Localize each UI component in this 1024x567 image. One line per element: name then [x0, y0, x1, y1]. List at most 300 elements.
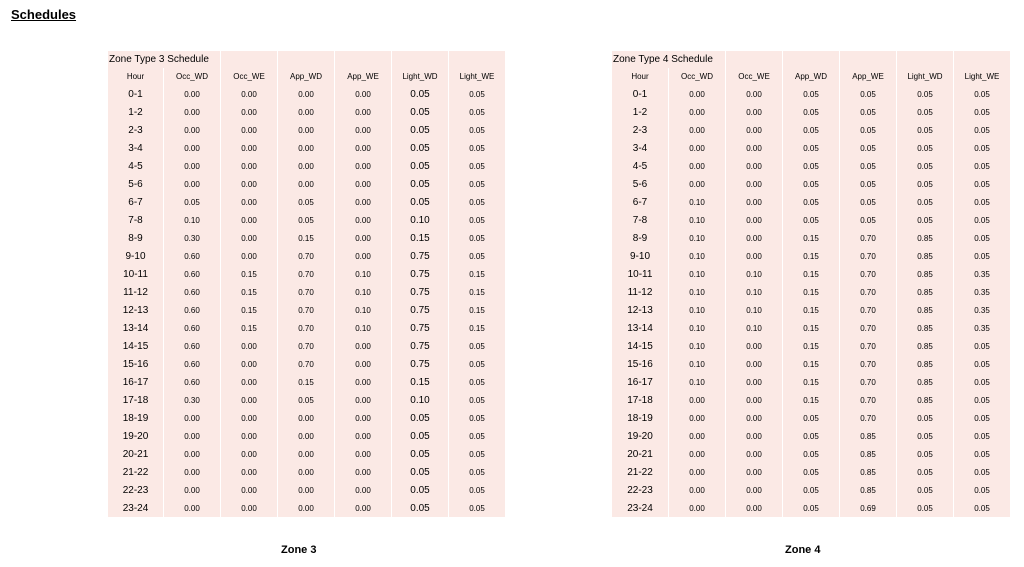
- value-cell: 0.15: [449, 319, 505, 337]
- value-cell: 0.00: [335, 157, 391, 175]
- value-cell: 0.00: [669, 481, 725, 499]
- value-cell: 0.00: [221, 409, 277, 427]
- hour-cell: 7-8: [612, 211, 668, 229]
- value-cell: 0.10: [335, 265, 391, 283]
- table-row: [108, 265, 505, 283]
- value-cell: 0.05: [164, 193, 220, 211]
- table-row: [612, 157, 1010, 175]
- value-cell: 0.05: [449, 121, 505, 139]
- value-cell: 0.05: [954, 463, 1010, 481]
- value-cell: 0.70: [840, 373, 896, 391]
- value-cell: 0.05: [954, 445, 1010, 463]
- column-header-row: [612, 68, 1010, 85]
- column-header: Occ_WE: [726, 68, 782, 85]
- value-cell: 0.85: [840, 481, 896, 499]
- value-cell: 0.00: [221, 355, 277, 373]
- value-cell: 0.60: [164, 355, 220, 373]
- value-cell: 0.05: [954, 85, 1010, 103]
- value-cell: 0.85: [897, 337, 953, 355]
- page-heading: Schedules: [11, 7, 77, 22]
- value-cell: 0.05: [392, 139, 448, 157]
- table-row: [612, 445, 1010, 463]
- value-cell: 0.05: [954, 139, 1010, 157]
- schedule-title-row: [612, 51, 1010, 68]
- value-cell: 0.05: [392, 85, 448, 103]
- value-cell: 0.70: [278, 265, 334, 283]
- value-cell: 0.75: [392, 337, 448, 355]
- value-cell: 0.05: [954, 175, 1010, 193]
- value-cell: 0.00: [164, 481, 220, 499]
- value-cell: 0.05: [449, 247, 505, 265]
- value-cell: 0.85: [897, 373, 953, 391]
- value-cell: 0.00: [726, 499, 782, 517]
- value-cell: 0.00: [726, 247, 782, 265]
- column-header: App_WE: [840, 68, 896, 85]
- value-cell: 0.10: [669, 265, 725, 283]
- value-cell: 0.00: [335, 103, 391, 121]
- value-cell: 0.00: [335, 391, 391, 409]
- value-cell: 0.00: [669, 103, 725, 121]
- value-cell: 0.05: [840, 193, 896, 211]
- title-spacer-cell: [221, 51, 277, 68]
- value-cell: 0.00: [335, 445, 391, 463]
- value-cell: 0.00: [335, 193, 391, 211]
- value-cell: 0.05: [954, 157, 1010, 175]
- hour-cell: 9-10: [108, 247, 163, 265]
- hour-cell: 23-24: [612, 499, 668, 517]
- value-cell: 0.00: [726, 463, 782, 481]
- hour-cell: 21-22: [612, 463, 668, 481]
- value-cell: 0.05: [449, 229, 505, 247]
- value-cell: 0.00: [335, 373, 391, 391]
- value-cell: 0.00: [221, 121, 277, 139]
- hour-cell: 17-18: [612, 391, 668, 409]
- table-row: [612, 283, 1010, 301]
- value-cell: 0.05: [954, 211, 1010, 229]
- table-row: [612, 265, 1010, 283]
- value-cell: 0.00: [669, 463, 725, 481]
- value-cell: 0.05: [954, 427, 1010, 445]
- value-cell: 0.00: [278, 499, 334, 517]
- value-cell: 0.60: [164, 265, 220, 283]
- value-cell: 0.70: [278, 301, 334, 319]
- value-cell: 0.30: [164, 229, 220, 247]
- value-cell: 0.00: [164, 499, 220, 517]
- value-cell: 0.00: [669, 391, 725, 409]
- value-cell: 0.00: [669, 445, 725, 463]
- table-row: [108, 247, 505, 265]
- title-spacer-cell: [392, 51, 448, 68]
- value-cell: 0.70: [840, 319, 896, 337]
- value-cell: 0.05: [897, 481, 953, 499]
- value-cell: 0.85: [840, 463, 896, 481]
- value-cell: 0.15: [392, 373, 448, 391]
- table-row: [612, 175, 1010, 193]
- value-cell: 0.00: [164, 139, 220, 157]
- table-row: [612, 193, 1010, 211]
- value-cell: 0.00: [278, 103, 334, 121]
- value-cell: 0.70: [278, 337, 334, 355]
- value-cell: 0.85: [897, 355, 953, 373]
- value-cell: 0.05: [840, 85, 896, 103]
- value-cell: 0.00: [278, 427, 334, 445]
- value-cell: 0.15: [783, 265, 839, 283]
- value-cell: 0.05: [897, 103, 953, 121]
- value-cell: 0.35: [954, 301, 1010, 319]
- value-cell: 0.00: [221, 463, 277, 481]
- hour-cell: 1-2: [612, 103, 668, 121]
- hour-cell: 16-17: [108, 373, 163, 391]
- value-cell: 0.00: [164, 157, 220, 175]
- value-cell: 0.00: [726, 103, 782, 121]
- hour-cell: 10-11: [108, 265, 163, 283]
- value-cell: 0.00: [669, 175, 725, 193]
- value-cell: 0.00: [221, 229, 277, 247]
- value-cell: 0.05: [449, 175, 505, 193]
- value-cell: 0.05: [783, 121, 839, 139]
- zone-4-schedule-table: [611, 51, 1011, 517]
- table-row: [108, 139, 505, 157]
- value-cell: 0.05: [392, 103, 448, 121]
- table-row: [612, 355, 1010, 373]
- value-cell: 0.05: [783, 427, 839, 445]
- value-cell: 0.70: [840, 301, 896, 319]
- value-cell: 0.15: [783, 301, 839, 319]
- value-cell: 0.15: [783, 355, 839, 373]
- value-cell: 0.00: [278, 157, 334, 175]
- value-cell: 0.35: [954, 265, 1010, 283]
- value-cell: 0.10: [669, 193, 725, 211]
- title-spacer-cell: [449, 51, 505, 68]
- value-cell: 0.05: [392, 463, 448, 481]
- value-cell: 0.05: [897, 445, 953, 463]
- value-cell: 0.35: [954, 319, 1010, 337]
- hour-cell: 8-9: [108, 229, 163, 247]
- column-header-row: [108, 68, 505, 85]
- value-cell: 0.00: [726, 193, 782, 211]
- value-cell: 0.05: [954, 499, 1010, 517]
- table-row: [108, 427, 505, 445]
- value-cell: 0.00: [726, 157, 782, 175]
- value-cell: 0.70: [840, 265, 896, 283]
- table-row: [612, 229, 1010, 247]
- value-cell: 0.05: [392, 499, 448, 517]
- value-cell: 0.05: [783, 193, 839, 211]
- value-cell: 0.00: [278, 463, 334, 481]
- value-cell: 0.05: [278, 193, 334, 211]
- value-cell: 0.00: [278, 121, 334, 139]
- value-cell: 0.00: [669, 85, 725, 103]
- column-header: Occ_WE: [221, 68, 277, 85]
- hour-cell: 1-2: [108, 103, 163, 121]
- value-cell: 0.05: [897, 157, 953, 175]
- hour-cell: 19-20: [612, 427, 668, 445]
- value-cell: 0.10: [669, 229, 725, 247]
- table-row: [108, 283, 505, 301]
- value-cell: 0.85: [897, 265, 953, 283]
- value-cell: 0.00: [335, 229, 391, 247]
- value-cell: 0.85: [897, 391, 953, 409]
- value-cell: 0.35: [954, 283, 1010, 301]
- table-row: [108, 175, 505, 193]
- table-row: [108, 463, 505, 481]
- value-cell: 0.05: [897, 139, 953, 157]
- value-cell: 0.05: [783, 157, 839, 175]
- value-cell: 0.00: [669, 139, 725, 157]
- value-cell: 0.75: [392, 265, 448, 283]
- value-cell: 0.05: [954, 355, 1010, 373]
- title-spacer-cell: [335, 51, 391, 68]
- value-cell: 0.05: [278, 211, 334, 229]
- table-row: [612, 391, 1010, 409]
- column-header: App_WD: [278, 68, 334, 85]
- value-cell: 0.00: [669, 499, 725, 517]
- value-cell: 0.75: [392, 355, 448, 373]
- column-header: App_WD: [783, 68, 839, 85]
- value-cell: 0.05: [392, 121, 448, 139]
- value-cell: 0.00: [726, 139, 782, 157]
- value-cell: 0.15: [221, 319, 277, 337]
- table-row: [612, 139, 1010, 157]
- table-row: [108, 103, 505, 121]
- table-row: [108, 337, 505, 355]
- value-cell: 0.00: [669, 409, 725, 427]
- hour-cell: 20-21: [612, 445, 668, 463]
- value-cell: 0.00: [335, 175, 391, 193]
- value-cell: 0.00: [221, 175, 277, 193]
- value-cell: 0.60: [164, 301, 220, 319]
- value-cell: 0.00: [669, 121, 725, 139]
- value-cell: 0.10: [164, 211, 220, 229]
- value-cell: 0.69: [840, 499, 896, 517]
- value-cell: 0.85: [897, 229, 953, 247]
- value-cell: 0.05: [954, 247, 1010, 265]
- value-cell: 0.05: [897, 427, 953, 445]
- value-cell: 0.70: [840, 283, 896, 301]
- table-row: [612, 427, 1010, 445]
- value-cell: 0.15: [449, 283, 505, 301]
- hour-cell: 13-14: [108, 319, 163, 337]
- value-cell: 0.05: [954, 229, 1010, 247]
- table-row: [108, 85, 505, 103]
- value-cell: 0.05: [783, 103, 839, 121]
- title-spacer-cell: [954, 51, 1010, 68]
- hour-cell: 10-11: [612, 265, 668, 283]
- value-cell: 0.70: [840, 337, 896, 355]
- column-header: App_WE: [335, 68, 391, 85]
- value-cell: 0.05: [897, 463, 953, 481]
- value-cell: 0.00: [335, 481, 391, 499]
- table-row: [108, 157, 505, 175]
- value-cell: 0.00: [221, 337, 277, 355]
- value-cell: 0.05: [783, 211, 839, 229]
- value-cell: 0.10: [669, 247, 725, 265]
- value-cell: 0.10: [669, 211, 725, 229]
- table-row: [612, 301, 1010, 319]
- value-cell: 0.75: [392, 247, 448, 265]
- value-cell: 0.05: [840, 121, 896, 139]
- column-header: Occ_WD: [164, 68, 220, 85]
- value-cell: 0.00: [164, 103, 220, 121]
- value-cell: 0.00: [726, 373, 782, 391]
- value-cell: 0.00: [221, 193, 277, 211]
- value-cell: 0.10: [669, 319, 725, 337]
- value-cell: 0.10: [726, 265, 782, 283]
- hour-cell: 16-17: [612, 373, 668, 391]
- value-cell: 0.05: [449, 373, 505, 391]
- value-cell: 0.05: [449, 481, 505, 499]
- value-cell: 0.15: [783, 319, 839, 337]
- value-cell: 0.10: [726, 301, 782, 319]
- value-cell: 0.70: [840, 355, 896, 373]
- value-cell: 0.75: [392, 283, 448, 301]
- schedule-title: Zone Type 3 Schedule: [108, 51, 220, 68]
- value-cell: 0.00: [221, 103, 277, 121]
- value-cell: 0.05: [449, 445, 505, 463]
- value-cell: 0.15: [783, 283, 839, 301]
- value-cell: 0.00: [726, 409, 782, 427]
- value-cell: 0.15: [449, 301, 505, 319]
- value-cell: 0.00: [221, 85, 277, 103]
- value-cell: 0.05: [392, 409, 448, 427]
- table-row: [108, 121, 505, 139]
- table-row: [612, 337, 1010, 355]
- value-cell: 0.60: [164, 337, 220, 355]
- table-row: [108, 445, 505, 463]
- value-cell: 0.15: [278, 373, 334, 391]
- value-cell: 0.00: [221, 427, 277, 445]
- title-spacer-cell: [840, 51, 896, 68]
- hour-cell: 21-22: [108, 463, 163, 481]
- table-row: [612, 103, 1010, 121]
- value-cell: 0.05: [783, 481, 839, 499]
- value-cell: 0.15: [221, 283, 277, 301]
- hour-cell: 18-19: [612, 409, 668, 427]
- hour-cell: 22-23: [108, 481, 163, 499]
- column-header: Light_WE: [954, 68, 1010, 85]
- value-cell: 0.15: [783, 391, 839, 409]
- value-cell: 0.70: [278, 283, 334, 301]
- value-cell: 0.00: [726, 229, 782, 247]
- hour-cell: 4-5: [612, 157, 668, 175]
- value-cell: 0.85: [897, 319, 953, 337]
- hour-cell: 17-18: [108, 391, 163, 409]
- value-cell: 0.15: [783, 229, 839, 247]
- value-cell: 0.10: [726, 319, 782, 337]
- value-cell: 0.00: [164, 85, 220, 103]
- value-cell: 0.05: [840, 211, 896, 229]
- value-cell: 0.05: [897, 175, 953, 193]
- hour-cell: 0-1: [108, 85, 163, 103]
- hour-cell: 15-16: [612, 355, 668, 373]
- value-cell: 0.15: [278, 229, 334, 247]
- value-cell: 0.00: [726, 211, 782, 229]
- value-cell: 0.05: [783, 499, 839, 517]
- value-cell: 0.70: [278, 355, 334, 373]
- hour-cell: 4-5: [108, 157, 163, 175]
- hour-cell: 2-3: [108, 121, 163, 139]
- value-cell: 0.05: [954, 103, 1010, 121]
- value-cell: 0.00: [726, 121, 782, 139]
- value-cell: 0.00: [221, 139, 277, 157]
- value-cell: 0.00: [278, 175, 334, 193]
- hour-cell: 20-21: [108, 445, 163, 463]
- schedule-title-row: [108, 51, 505, 68]
- value-cell: 0.05: [897, 211, 953, 229]
- value-cell: 0.10: [392, 391, 448, 409]
- value-cell: 0.05: [449, 193, 505, 211]
- value-cell: 0.00: [669, 157, 725, 175]
- value-cell: 0.00: [221, 499, 277, 517]
- column-header: Light_WD: [392, 68, 448, 85]
- value-cell: 0.00: [221, 211, 277, 229]
- value-cell: 0.05: [449, 139, 505, 157]
- table-row: [612, 409, 1010, 427]
- value-cell: 0.05: [449, 337, 505, 355]
- value-cell: 0.00: [164, 427, 220, 445]
- value-cell: 0.05: [840, 139, 896, 157]
- value-cell: 0.10: [669, 337, 725, 355]
- hour-cell: 3-4: [108, 139, 163, 157]
- value-cell: 0.05: [392, 481, 448, 499]
- value-cell: 0.00: [335, 355, 391, 373]
- value-cell: 0.05: [897, 409, 953, 427]
- value-cell: 0.85: [840, 427, 896, 445]
- value-cell: 0.05: [392, 193, 448, 211]
- value-cell: 0.00: [278, 481, 334, 499]
- table-row: [612, 85, 1010, 103]
- hour-cell: 5-6: [612, 175, 668, 193]
- hour-cell: 7-8: [108, 211, 163, 229]
- value-cell: 0.00: [726, 85, 782, 103]
- hour-cell: 6-7: [612, 193, 668, 211]
- value-cell: 0.05: [449, 391, 505, 409]
- hour-cell: 14-15: [612, 337, 668, 355]
- hour-cell: 14-15: [108, 337, 163, 355]
- value-cell: 0.70: [278, 247, 334, 265]
- value-cell: 0.00: [164, 463, 220, 481]
- value-cell: 0.00: [278, 445, 334, 463]
- value-cell: 0.05: [897, 121, 953, 139]
- table-row: [108, 409, 505, 427]
- value-cell: 0.00: [278, 139, 334, 157]
- value-cell: 0.05: [392, 445, 448, 463]
- value-cell: 0.00: [335, 463, 391, 481]
- value-cell: 0.10: [669, 283, 725, 301]
- column-header: Hour: [108, 68, 163, 85]
- value-cell: 0.10: [335, 283, 391, 301]
- table-row: [108, 211, 505, 229]
- value-cell: 0.05: [449, 85, 505, 103]
- value-cell: 0.75: [392, 319, 448, 337]
- column-header: Light_WD: [897, 68, 953, 85]
- value-cell: 0.00: [335, 337, 391, 355]
- value-cell: 0.05: [840, 157, 896, 175]
- value-cell: 0.70: [840, 409, 896, 427]
- value-cell: 0.05: [783, 445, 839, 463]
- hour-cell: 2-3: [612, 121, 668, 139]
- zone-4-caption: Zone 4: [785, 544, 821, 556]
- value-cell: 0.00: [726, 427, 782, 445]
- value-cell: 0.70: [840, 229, 896, 247]
- value-cell: 0.75: [392, 301, 448, 319]
- hour-cell: 9-10: [612, 247, 668, 265]
- value-cell: 0.05: [449, 463, 505, 481]
- value-cell: 0.85: [897, 247, 953, 265]
- value-cell: 0.05: [954, 481, 1010, 499]
- value-cell: 0.05: [840, 103, 896, 121]
- hour-cell: 5-6: [108, 175, 163, 193]
